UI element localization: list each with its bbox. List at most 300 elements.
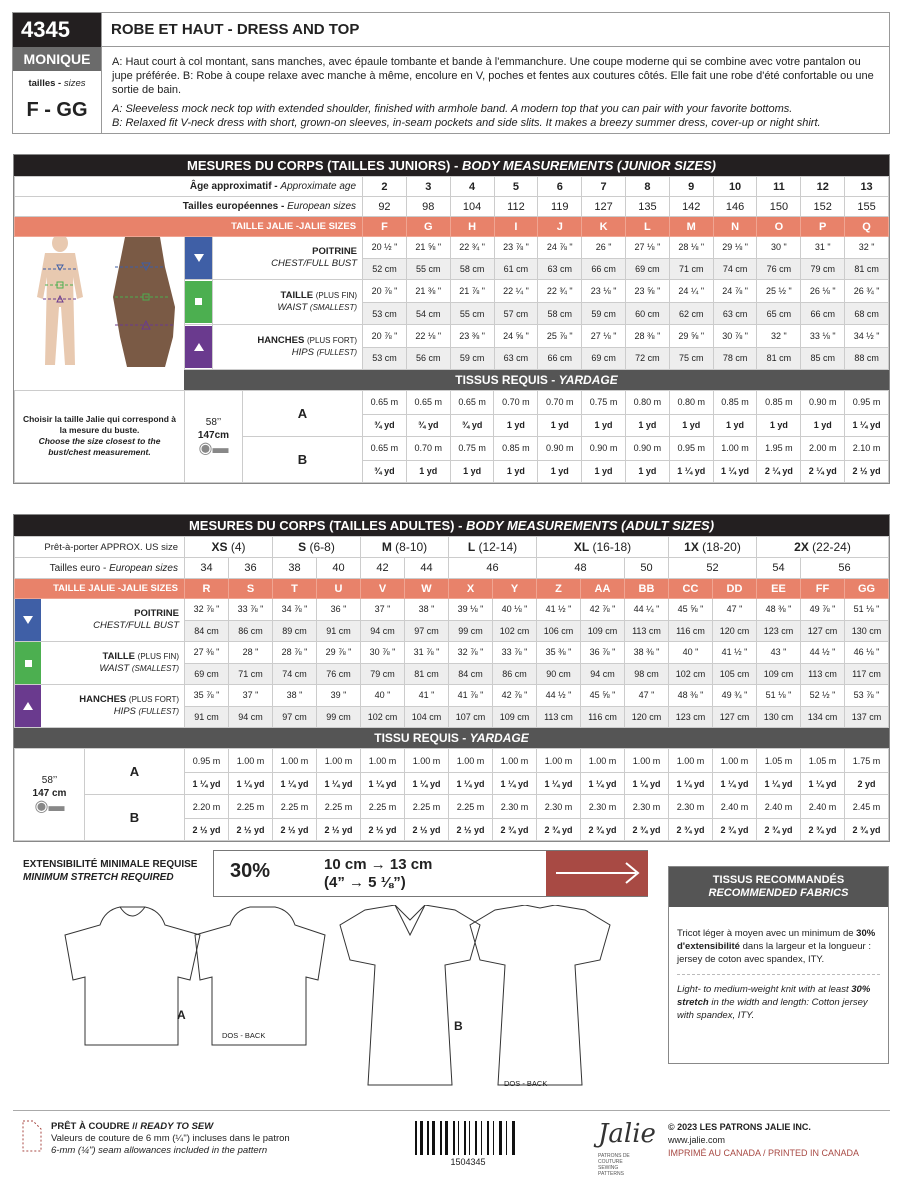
hips-cm-cell: 69 cm xyxy=(582,348,626,370)
hips-in-cell: 40 " xyxy=(361,685,405,707)
waist-cm-cell: 62 cm xyxy=(669,303,713,325)
waist-cm-cell: 60 cm xyxy=(626,303,670,325)
jalie-size-cell: T xyxy=(273,579,317,599)
hips-cm-cell: 116 cm xyxy=(581,706,625,728)
chest-cm-cell: 79 cm xyxy=(801,258,845,280)
junior-hips-label: HANCHES (PLUS FORT) HIPS (FULLEST) xyxy=(213,324,363,369)
euro-size-cell: 98 xyxy=(406,197,450,217)
hips-cm-cell: 120 cm xyxy=(625,706,669,728)
adult-hips-label: HANCHES (PLUS FORT) HIPS (FULLEST) xyxy=(15,685,185,728)
chest-cm-cell: 61 cm xyxy=(494,258,538,280)
barcode-number: 1504345 xyxy=(450,1157,486,1167)
yardage-b-yd-cell: 2 ½ yd xyxy=(845,460,889,482)
chest-cm-cell: 58 cm xyxy=(450,258,494,280)
waist-in-cell: 28 " xyxy=(229,642,273,664)
hips-cm-cell: 123 cm xyxy=(669,706,713,728)
jalie-size-cell: AA xyxy=(581,579,625,599)
hips-in-cell: 52 ½ " xyxy=(801,685,845,707)
hips-cm-cell: 66 cm xyxy=(538,348,582,370)
yardage-a-m-cell: 0.95 m xyxy=(185,749,229,773)
chest-cm-cell: 74 cm xyxy=(713,258,757,280)
yardage-a-m-cell: 1.00 m xyxy=(493,749,537,773)
chest-in-cell: 27 ⅛ " xyxy=(626,237,670,259)
chest-in-cell: 34 ⅞ " xyxy=(273,599,317,621)
hips-cm-cell: 63 cm xyxy=(494,348,538,370)
yardage-a-yd-cell: ¾ yd xyxy=(363,414,407,436)
barcode-icon xyxy=(413,1121,523,1155)
age-cell: 6 xyxy=(538,177,582,197)
yardage-a-yd-cell: 1 ¼ yd xyxy=(317,773,361,795)
hips-in-cell: 47 " xyxy=(625,685,669,707)
yardage-b-m-cell: 2.40 m xyxy=(801,795,845,819)
jalie-size-cell: X xyxy=(449,579,493,599)
yardage-b-m-cell: 0.70 m xyxy=(406,436,450,460)
euro-size-cell: 104 xyxy=(450,197,494,217)
chest-marker xyxy=(185,237,213,280)
chest-in-cell: 51 ⅛ " xyxy=(845,599,889,621)
yardage-a-yd-cell: 1 yd xyxy=(801,414,845,436)
jalie-size-cell: K xyxy=(582,217,626,237)
waist-cm-cell: 79 cm xyxy=(361,663,405,685)
hips-cm-cell: 59 cm xyxy=(450,348,494,370)
junior-jalie-label: TAILLE JALIE -JALIE SIZES xyxy=(15,217,363,237)
jalie-size-cell: H xyxy=(450,217,494,237)
hips-in-cell: 41 " xyxy=(405,685,449,707)
jalie-size-cell: DD xyxy=(713,579,757,599)
yardage-b-yd-cell: 2 ½ yd xyxy=(229,819,273,841)
yardage-b-yd-cell: 2 ¾ yd xyxy=(669,819,713,841)
yardage-b-m-cell: 0.95 m xyxy=(669,436,713,460)
yardage-b-m-cell: 2.00 m xyxy=(801,436,845,460)
waist-cm-cell: 57 cm xyxy=(494,303,538,325)
pattern-id-block xyxy=(13,13,101,133)
yardage-a-yd-cell: 1 yd xyxy=(713,414,757,436)
euro-size-cell: 56 xyxy=(801,558,889,579)
yardage-a-m-cell: 1.00 m xyxy=(273,749,317,773)
jalie-size-cell: FF xyxy=(801,579,845,599)
yardage-a-m-cell: 0.95 m xyxy=(845,390,889,414)
yardage-a-yd-cell: 1 yd xyxy=(582,414,626,436)
waist-marker xyxy=(185,280,213,325)
us-size-cell: M (8-10) xyxy=(361,537,449,558)
chest-cm-cell: 109 cm xyxy=(581,620,625,642)
waist-cm-cell: 105 cm xyxy=(713,663,757,685)
hips-cm-cell: 91 cm xyxy=(185,706,229,728)
junior-view-a-label: A xyxy=(243,390,363,436)
waist-in-cell: 27 ⅜ " xyxy=(185,642,229,664)
stretch-gauge xyxy=(213,850,648,897)
yardage-a-yd-cell: 1 yd xyxy=(538,414,582,436)
seam-allowance-icon xyxy=(19,1119,45,1153)
yardage-b-m-cell: 0.85 m xyxy=(494,436,538,460)
pattern-description xyxy=(101,47,889,133)
yardage-a-yd-cell: 2 yd xyxy=(845,773,889,795)
waist-cm-cell: 71 cm xyxy=(229,663,273,685)
hips-in-cell: 39 " xyxy=(317,685,361,707)
hips-in-cell: 28 ⅜ " xyxy=(626,324,670,347)
hips-cm-cell: 56 cm xyxy=(406,348,450,370)
waist-in-cell: 40 " xyxy=(669,642,713,664)
yardage-b-m-cell: 2.25 m xyxy=(229,795,273,819)
yardage-a-yd-cell: 1 ¼ yd xyxy=(185,773,229,795)
yardage-b-yd-cell: 2 ½ yd xyxy=(361,819,405,841)
hips-in-cell: 37 " xyxy=(229,685,273,707)
hips-in-cell: 48 ⅜ " xyxy=(669,685,713,707)
fabrics-fr: Tricot léger à moyen avec un minimum de 30% d'extensibilité dans la largeur et la longueur : jersey de coton avec spandex, ITY. xyxy=(677,928,876,965)
hips-cm-cell: 75 cm xyxy=(669,348,713,370)
waist-cm-cell: 54 cm xyxy=(406,303,450,325)
chest-cm-cell: 127 cm xyxy=(801,620,845,642)
hips-cm-cell: 102 cm xyxy=(361,706,405,728)
age-cell: 11 xyxy=(757,177,801,197)
hips-cm-cell: 107 cm xyxy=(449,706,493,728)
chest-in-cell: 30 " xyxy=(757,237,801,259)
waist-cm-cell: 68 cm xyxy=(845,303,889,325)
hips-in-cell: 29 ⅝ " xyxy=(669,324,713,347)
euro-size-cell: 155 xyxy=(845,197,889,217)
euro-size-cell: 119 xyxy=(538,197,582,217)
chest-cm-cell: 69 cm xyxy=(626,258,670,280)
jalie-size-cell: J xyxy=(538,217,582,237)
yardage-a-yd-cell: 1 ¼ yd xyxy=(273,773,317,795)
waist-cm-cell: 66 cm xyxy=(801,303,845,325)
junior-fabric-width: 58’’ 147cm ◉▬ xyxy=(185,390,243,482)
yardage-b-yd-cell: 1 yd xyxy=(450,460,494,482)
adult-waist-label: TAILLE (PLUS FIN) WAIST (SMALLEST) xyxy=(15,642,185,685)
jalie-size-cell: CC xyxy=(669,579,713,599)
adult-fabric-width: 58’’ 147 cm ◉▬ xyxy=(15,749,85,841)
fabrics-en: Light- to medium-weight knit with at least 30% stretch in the width and length: Cotton jersey with spandex, ITY. xyxy=(677,974,880,1030)
age-label: Âge approximatif - Approximate age xyxy=(15,177,363,197)
yardage-b-m-cell: 1.95 m xyxy=(757,436,801,460)
hips-cm-cell: 127 cm xyxy=(713,706,757,728)
chest-cm-cell: 91 cm xyxy=(317,620,361,642)
yardage-b-m-cell: 2.30 m xyxy=(669,795,713,819)
yardage-b-m-cell: 2.25 m xyxy=(405,795,449,819)
euro-size-cell: 150 xyxy=(757,197,801,217)
yardage-b-m-cell: 0.90 m xyxy=(625,436,669,460)
yardage-b-m-cell: 2.25 m xyxy=(273,795,317,819)
hips-cm-cell: 104 cm xyxy=(405,706,449,728)
chest-in-cell: 29 ⅛ " xyxy=(713,237,757,259)
waist-cm-cell: 84 cm xyxy=(449,663,493,685)
chest-in-cell: 47 " xyxy=(713,599,757,621)
age-cell: 7 xyxy=(582,177,626,197)
yardage-a-yd-cell: 1 ¼ yd xyxy=(713,773,757,795)
triangle-down-icon xyxy=(23,616,33,624)
us-size-cell: 1X (18-20) xyxy=(669,537,757,558)
jalie-size-cell: F xyxy=(363,217,407,237)
chest-cm-cell: 76 cm xyxy=(757,258,801,280)
yardage-b-m-cell: 2.40 m xyxy=(757,795,801,819)
yardage-b-yd-cell: 2 ¾ yd xyxy=(625,819,669,841)
hips-cm-cell: 85 cm xyxy=(801,348,845,370)
yardage-b-m-cell: 2.30 m xyxy=(493,795,537,819)
yardage-a-m-cell: 1.00 m xyxy=(537,749,581,773)
square-icon xyxy=(195,298,202,305)
waist-cm-cell: 98 cm xyxy=(625,663,669,685)
jalie-size-cell: P xyxy=(801,217,845,237)
adult-table-title: MESURES DU CORPS (TAILLES ADULTES) - BODY MEASUREMENTS (ADULT SIZES) xyxy=(14,515,889,536)
hips-in-cell: 30 ⅞ " xyxy=(713,324,757,347)
stretch-percent: 30% xyxy=(230,860,271,882)
euro-size-cell: 34 xyxy=(185,558,229,579)
junior-view-b-label: B xyxy=(243,436,363,482)
age-cell: 4 xyxy=(450,177,494,197)
chest-cm-cell: 71 cm xyxy=(669,258,713,280)
waist-cm-cell: 74 cm xyxy=(273,663,317,685)
hips-cm-cell: 78 cm xyxy=(713,348,757,370)
yardage-a-yd-cell: 1 ¼ yd xyxy=(845,414,889,436)
adult-chest-label: POITRINE CHEST/FULL BUST xyxy=(15,599,185,642)
chest-in-cell: 32 " xyxy=(845,237,889,259)
euro-size-cell: 36 xyxy=(229,558,273,579)
euro-size-cell: 127 xyxy=(582,197,626,217)
chest-cm-cell: 55 cm xyxy=(406,258,450,280)
waist-in-cell: 22 ¼ " xyxy=(494,280,538,303)
jalie-size-cell: O xyxy=(757,217,801,237)
jalie-size-cell: U xyxy=(317,579,361,599)
jalie-size-cell: W xyxy=(405,579,449,599)
view-a-back-drawing xyxy=(195,907,325,1045)
waist-cm-cell: 63 cm xyxy=(713,303,757,325)
yardage-b-m-cell: 1.00 m xyxy=(713,436,757,460)
yardage-b-m-cell: 0.90 m xyxy=(538,436,582,460)
waist-in-cell: 21 ⅜ " xyxy=(406,280,450,303)
jalie-size-cell: EE xyxy=(757,579,801,599)
yardage-a-yd-cell: 1 ¼ yd xyxy=(581,773,625,795)
body-figures-illustration xyxy=(15,237,185,367)
waist-cm-cell: 86 cm xyxy=(493,663,537,685)
yardage-b-m-cell: 0.65 m xyxy=(363,436,407,460)
yardage-a-m-cell: 1.00 m xyxy=(581,749,625,773)
chest-cm-cell: 52 cm xyxy=(363,258,407,280)
yardage-a-yd-cell: 1 ¼ yd xyxy=(757,773,801,795)
adult-yardage-title: TISSU REQUIS - YARDAGE xyxy=(14,728,889,748)
age-cell: 2 xyxy=(363,177,407,197)
jalie-size-cell: Q xyxy=(845,217,889,237)
yardage-a-yd-cell: 1 ¼ yd xyxy=(493,773,537,795)
yardage-b-m-cell: 0.75 m xyxy=(450,436,494,460)
yardage-b-yd-cell: 2 ¾ yd xyxy=(493,819,537,841)
chest-in-cell: 45 ⅝ " xyxy=(669,599,713,621)
euro-size-cell: 50 xyxy=(625,558,669,579)
yardage-a-yd-cell: 1 ¼ yd xyxy=(449,773,493,795)
jalie-size-cell: BB xyxy=(625,579,669,599)
hips-in-cell: 22 ⅛ " xyxy=(406,324,450,347)
waist-cm-cell: 55 cm xyxy=(450,303,494,325)
euro-size-cell: 112 xyxy=(494,197,538,217)
yardage-a-m-cell: 0.90 m xyxy=(801,390,845,414)
waist-cm-cell: 59 cm xyxy=(582,303,626,325)
yardage-b-yd-cell: 1 yd xyxy=(625,460,669,482)
adult-view-a-label: A xyxy=(85,749,185,795)
technical-drawings xyxy=(60,905,660,1105)
side-figure-icon xyxy=(113,237,175,367)
us-size-cell: S (6-8) xyxy=(273,537,361,558)
chest-cm-cell: 123 cm xyxy=(757,620,801,642)
hips-in-cell: 20 ⅞ " xyxy=(363,324,407,347)
yardage-a-m-cell: 1.00 m xyxy=(449,749,493,773)
yardage-a-yd-cell: 1 ¼ yd xyxy=(405,773,449,795)
jalie-size-cell: V xyxy=(361,579,405,599)
yardage-a-m-cell: 0.65 m xyxy=(450,390,494,414)
yardage-b-yd-cell: 1 yd xyxy=(538,460,582,482)
euro-size-cell: 44 xyxy=(405,558,449,579)
pattern-title: ROBE ET HAUT - DRESS AND TOP xyxy=(101,13,889,47)
drawing-a-back-label: DOS - BACK xyxy=(222,1031,266,1040)
waist-in-cell: 28 ⅞ " xyxy=(273,642,317,664)
yardage-a-yd-cell: ¾ yd xyxy=(406,414,450,436)
hips-cm-cell: 130 cm xyxy=(757,706,801,728)
waist-in-cell: 43 " xyxy=(757,642,801,664)
adult-jalie-label: TAILLE JALIE -JALIE SIZES xyxy=(15,579,185,599)
hips-in-cell: 45 ⅝ " xyxy=(581,685,625,707)
euro-size-cell: 46 xyxy=(449,558,537,579)
view-b-back-drawing xyxy=(470,905,610,1085)
yardage-b-m-cell: 2.25 m xyxy=(449,795,493,819)
chest-in-cell: 24 ⅞ " xyxy=(538,237,582,259)
square-icon xyxy=(25,660,32,667)
euro-size-cell: 42 xyxy=(361,558,405,579)
chest-cm-cell: 106 cm xyxy=(537,620,581,642)
chest-in-cell: 20 ½ " xyxy=(363,237,407,259)
euro-size-cell: 135 xyxy=(626,197,670,217)
waist-in-cell: 23 ⅝ " xyxy=(626,280,670,303)
yardage-b-yd-cell: 2 ¾ yd xyxy=(713,819,757,841)
waist-cm-cell: 102 cm xyxy=(669,663,713,685)
pattern-header xyxy=(12,12,890,134)
stretch-label: EXTENSIBILITÉ MINIMALE REQUISE MINIMUM STRETCH REQUIRED xyxy=(23,859,198,883)
chest-cm-cell: 84 cm xyxy=(185,620,229,642)
hips-in-cell: 41 ⅞ " xyxy=(449,685,493,707)
junior-yardage-grid xyxy=(14,390,889,483)
chest-in-cell: 39 ⅛ " xyxy=(449,599,493,621)
chest-in-cell: 48 ⅜ " xyxy=(757,599,801,621)
hips-cm-cell: 94 cm xyxy=(229,706,273,728)
yardage-a-yd-cell: ¾ yd xyxy=(450,414,494,436)
hips-in-cell: 32 " xyxy=(757,324,801,347)
chest-cm-cell: 81 cm xyxy=(845,258,889,280)
yardage-b-m-cell: 2.30 m xyxy=(625,795,669,819)
waist-in-cell: 36 ⅞ " xyxy=(581,642,625,664)
fabric-roll-icon: ◉▬ xyxy=(34,798,65,815)
chest-cm-cell: 66 cm xyxy=(582,258,626,280)
drawing-b-label: B xyxy=(454,1019,463,1033)
chest-cm-cell: 102 cm xyxy=(493,620,537,642)
chest-in-cell: 37 " xyxy=(361,599,405,621)
description-en-b: B: Relaxed fit V-neck dress with short, grown-on sleeves, in-seam pockets and side slits. It makes a breezy summer dress, cover-up or night shirt. xyxy=(112,117,821,129)
waist-cm-cell: 94 cm xyxy=(581,663,625,685)
yardage-a-m-cell: 0.80 m xyxy=(625,390,669,414)
fabric-roll-icon: ◉▬ xyxy=(198,439,229,457)
euro-size-cell: 152 xyxy=(801,197,845,217)
yardage-a-m-cell: 1.05 m xyxy=(801,749,845,773)
hips-cm-cell: 99 cm xyxy=(317,706,361,728)
front-figure-icon xyxy=(37,237,83,365)
chest-in-cell: 44 ¼ " xyxy=(625,599,669,621)
us-size-cell: XS (4) xyxy=(185,537,273,558)
hips-in-cell: 27 ⅛ " xyxy=(582,324,626,347)
junior-euro-label: Tailles européennes - European sizes xyxy=(15,197,363,217)
yardage-b-m-cell: 2.25 m xyxy=(317,795,361,819)
waist-in-cell: 26 ¾ " xyxy=(845,280,889,303)
hips-in-cell: 24 ⅝ " xyxy=(494,324,538,347)
yardage-a-m-cell: 0.65 m xyxy=(406,390,450,414)
jalie-size-cell: M xyxy=(669,217,713,237)
chest-cm-cell: 113 cm xyxy=(625,620,669,642)
hips-cm-cell: 97 cm xyxy=(273,706,317,728)
chest-in-cell: 33 ⅞ " xyxy=(229,599,273,621)
fabrics-title: TISSUS RECOMMANDÉS RECOMMENDED FABRICS xyxy=(669,867,888,907)
chest-in-cell: 21 ⅝ " xyxy=(406,237,450,259)
chest-in-cell: 36 " xyxy=(317,599,361,621)
waist-in-cell: 46 ⅛ " xyxy=(845,642,889,664)
hips-in-cell: 53 ⅞ " xyxy=(845,685,889,707)
hips-cm-cell: 137 cm xyxy=(845,706,889,728)
waist-in-cell: 29 ⅞ " xyxy=(317,642,361,664)
hips-in-cell: 49 ¾ " xyxy=(713,685,757,707)
junior-table-title: MESURES DU CORPS (TAILLES JUNIORS) - BODY MEASUREMENTS (JUNIOR SIZES) xyxy=(14,155,889,176)
euro-size-cell: 92 xyxy=(363,197,407,217)
copyright-block: © 2023 LES PATRONS JALIE INC. www.jalie.com IMPRIMÉ AU CANADA / PRINTED IN CANADA xyxy=(668,1122,860,1158)
euro-size-cell: 54 xyxy=(757,558,801,579)
chest-cm-cell: 99 cm xyxy=(449,620,493,642)
yardage-a-m-cell: 1.00 m xyxy=(361,749,405,773)
chest-in-cell: 26 " xyxy=(582,237,626,259)
yardage-a-yd-cell: 1 ¼ yd xyxy=(229,773,273,795)
yardage-b-yd-cell: 1 ¼ yd xyxy=(669,460,713,482)
hips-in-cell: 23 ⅜ " xyxy=(450,324,494,347)
yardage-a-m-cell: 1.00 m xyxy=(405,749,449,773)
us-size-cell: 2X (22-24) xyxy=(757,537,889,558)
chest-cm-cell: 97 cm xyxy=(405,620,449,642)
yardage-b-m-cell: 2.10 m xyxy=(845,436,889,460)
ready-to-sew-note: PRÊT À COUDRE // READY TO SEW Valeurs de couture de 6 mm (¼") incluses dans le patron 6-mm (¼") seam allowances included in the pattern xyxy=(51,1121,290,1156)
hips-cm-cell: 109 cm xyxy=(493,706,537,728)
waist-in-cell: 23 ⅛ " xyxy=(582,280,626,303)
chest-cm-cell: 89 cm xyxy=(273,620,317,642)
waist-cm-cell: 53 cm xyxy=(363,303,407,325)
arrow-right-icon xyxy=(546,851,648,896)
jalie-size-cell: S xyxy=(229,579,273,599)
age-cell: 13 xyxy=(845,177,889,197)
chest-in-cell: 31 " xyxy=(801,237,845,259)
yardage-a-yd-cell: 1 yd xyxy=(757,414,801,436)
yardage-b-yd-cell: 2 ¾ yd xyxy=(845,819,889,841)
adult-yardage-grid xyxy=(14,748,889,841)
description-fr: A: Haut court à col montant, sans manches, avec épaule tombante et bande à l'emmanchure. Une coupe moderne qui se combine avec votre pantalon ou jupe préférée. B: Robe à coupe relaxe avec manche à même, encolure en V, poches et fentes aux coutures côtés. Elle fait une robe d'été confortable ou une sortie de bain. xyxy=(112,56,874,96)
yardage-a-m-cell: 0.85 m xyxy=(713,390,757,414)
yardage-b-m-cell: 2.25 m xyxy=(361,795,405,819)
adult-table-grid xyxy=(14,536,889,728)
chest-in-cell: 23 ⅞ " xyxy=(494,237,538,259)
waist-in-cell: 31 ⅞ " xyxy=(405,642,449,664)
jalie-logo: Jalie xyxy=(598,1119,656,1149)
euro-size-cell: 48 xyxy=(537,558,625,579)
chest-in-cell: 32 ⅞ " xyxy=(185,599,229,621)
hips-cm-cell: 72 cm xyxy=(626,348,670,370)
age-cell: 12 xyxy=(801,177,845,197)
hips-cm-cell: 88 cm xyxy=(845,348,889,370)
yardage-a-yd-cell: 1 ¼ yd xyxy=(537,773,581,795)
stretch-arrow-bar xyxy=(546,851,648,896)
jalie-size-cell: G xyxy=(406,217,450,237)
hips-in-cell: 44 ½ " xyxy=(537,685,581,707)
waist-cm-cell: 81 cm xyxy=(405,663,449,685)
yardage-a-yd-cell: 1 ¼ yd xyxy=(361,773,405,795)
yardage-a-m-cell: 1.00 m xyxy=(625,749,669,773)
